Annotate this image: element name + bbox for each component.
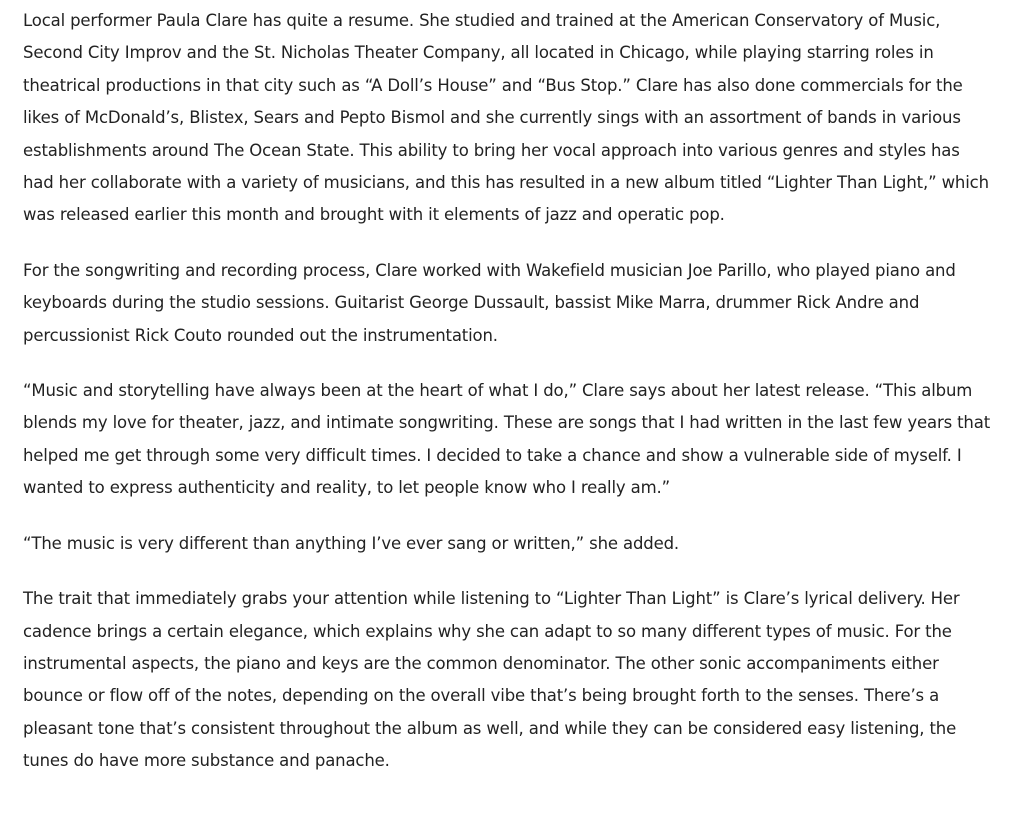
article-paragraph-4: “The music is very different than anything I’ve ever sang or written,” she added.: [23, 533, 680, 553]
article-paragraph-5: The trait that immediately grabs your attention while listening to “Lighter Than Light” is Clare’s lyrical delivery. Her cadence brings a certain elegance, which explains why she can adapt to so many different types of music. For the instrumental aspects, the piano and keys are the common denominator. The other sonic accompaniments either bounce or flow off of the notes, depending on the overall vibe that’s being brought forth to the senses. There’s a pleasant tone that’s consistent throughout the album as well, and while they can be considered easy listening, the tunes do have more substance and panache.: [23, 589, 960, 771]
article-paragraph-1: Local performer Paula Clare has quite a resume. She studied and trained at the American Conservatory of Music, Second City Improv and the St. Nicholas Theater Company, all located in Chicago, while playing starring roles in theatrical productions in that city such as “A Doll’s House” and “Bus Stop.” Clare has also done commercials for the likes of McDonald’s, Blistex, Sears and Pepto Bismol and she currently sings with an assortment of bands in various establishments around The Ocean State. This ability to bring her vocal approach into various genres and styles has had her collaborate with a variety of musicians, and this has resulted in a new album titled “Lighter Than Light,” which was released earlier this month and brought with it elements of jazz and operatic pop.: [23, 11, 989, 225]
article-paragraph-3: “Music and storytelling have always been at the heart of what I do,” Clare says about her latest release. “This album blends my love for theater, jazz, and intimate songwriting. These are songs that I had written in the last few years that helped me get through some very difficult times. I decided to take a chance and show a vulnerable side of myself. I wanted to express authenticity and reality, to let people know who I really am.”: [23, 381, 991, 498]
article-paragraph-2: For the songwriting and recording process, Clare worked with Wakefield musician Joe Parillo, who played piano and keyboards during the studio sessions. Guitarist George Dussault, bassist Mike Marra, drummer Rick Andre and percussionist Rick Couto rounded out the instrumentation.: [23, 260, 956, 345]
article-body: [23, 5, 993, 801]
